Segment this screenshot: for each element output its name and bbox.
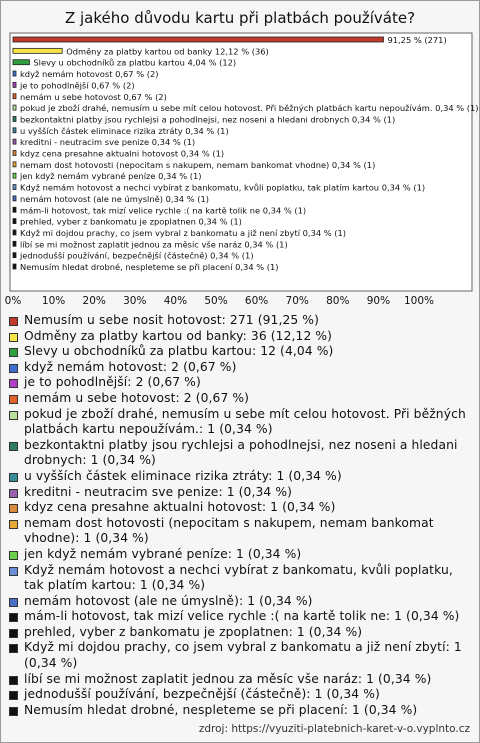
bar-label: Když nemám hotovost a nechci vybírat z bankomatu, kvůli poplatku, tak platím kartou 0,34 % (1) — [20, 182, 426, 193]
legend-item — [8, 500, 472, 516]
legend-swatch — [9, 317, 18, 326]
legend-label: Nemusím u sebe nosit hotovost: 271 (91,25 %) — [24, 313, 319, 327]
legend-label: Slevy u obchodníků za platbu kartou: 12 (4,04 %) — [24, 344, 334, 359]
legend-swatch — [9, 395, 18, 404]
bar-label: líbí se mi možnost zaplatit jednou za měsíc vše naráz 0,34 % (1) — [20, 239, 288, 250]
bar-label: jednodušší používání, bezpečnější (částečně) 0,34 % (1) — [20, 250, 254, 261]
legend-swatch — [9, 504, 18, 513]
legend-item — [8, 703, 472, 719]
bar-label: u vyšších částek eliminace rizika ztráty 0,34 % (1) — [20, 125, 229, 136]
legend-item — [8, 563, 472, 594]
bar-label: jen když nemám vybrané peníze 0,34 % (1) — [20, 171, 202, 182]
legend-item — [8, 407, 472, 438]
legend-item — [8, 438, 472, 469]
bar-label: nemam dost hotovosti (nepocitam s nakupem, nemam bankomat vhodne) 0,34 % (1) — [20, 159, 376, 170]
legend-item — [8, 609, 472, 625]
bar-label: mám-li hotovost, tak mizí velice rychle :( na kartě tolik ne 0,34 % (1) — [20, 205, 307, 216]
bar-label: nemám u sebe hotovost 0,67 % (2) — [20, 91, 167, 102]
bar — [13, 253, 16, 258]
bar-label: nemám hotovost (ale ne úmyslně) 0,34 % (1) — [20, 193, 209, 204]
bar — [13, 185, 16, 190]
bar — [13, 139, 16, 144]
bar — [13, 71, 16, 76]
legend-label: Odměny za platby kartou od banky: 36 (12,12 %) — [24, 328, 333, 343]
bar — [13, 207, 16, 212]
bar — [13, 173, 16, 178]
bar — [13, 94, 16, 99]
legend-item — [8, 687, 472, 703]
legend-label: kdyz cena presahne aktualni hotovost: 1 (0,34 %) — [24, 500, 336, 515]
legend-item — [8, 375, 472, 391]
legend-swatch — [9, 473, 18, 482]
legend-swatch — [9, 691, 18, 700]
bar-label: 91,25 % (271) — [387, 35, 447, 45]
legend-label: kreditni - neutracim sve penize: 1 (0,34 %) — [24, 484, 293, 499]
legend-label: Když mi dojdou prachy, co jsem vybral z bankomatu a již není zbytí: 1 (0,34 %) — [24, 640, 462, 671]
legend-label: bezkontaktni platby jsou rychlejsi a pohodlnejsi, nez noseni a hledani drobnych: 1 (0,34 %) — [24, 437, 458, 468]
legend-item — [8, 625, 472, 641]
legend-swatch — [9, 567, 18, 576]
bar — [13, 116, 16, 121]
x-tick-label: 20% — [82, 295, 106, 307]
legend-swatch — [9, 364, 18, 373]
x-tick-label: 100% — [403, 295, 435, 307]
legend-swatch — [9, 411, 18, 420]
x-tick-label: 50% — [204, 295, 228, 307]
legend-item — [8, 547, 472, 563]
legend-label: u vyšších částek eliminace rizika ztráty: 1 (0,34 %) — [24, 468, 342, 483]
bar — [13, 219, 16, 224]
bar — [13, 48, 62, 53]
legend-item — [8, 469, 472, 485]
bar — [13, 162, 16, 167]
legend-swatch — [9, 598, 18, 607]
legend-item — [8, 485, 472, 501]
chart-legend — [8, 313, 472, 718]
legend-label: prehled, vyber z bankomatu je zpoplatnen: 1 (0,34 %) — [24, 624, 363, 639]
bar-label: Slevy u obchodníků za platbu kartou 4,04 % (12) — [33, 57, 237, 68]
legend-label: je to pohodlnější: 2 (0,67 %) — [24, 375, 201, 390]
bar — [13, 128, 16, 133]
source-link[interactable]: zdroj: https://vyuziti-platebnich-karet-v-o.vyplnto.cz — [198, 723, 470, 735]
bar-label: Odměny za platby kartou od banky 12,12 % (36) — [66, 46, 269, 57]
bar — [13, 37, 383, 42]
legend-item — [8, 344, 472, 360]
legend-swatch — [9, 442, 18, 451]
legend-label: pokud je zboží drahé, nemusím u sebe mít celou hotovost. Při běžných platbách kartu nepoužívám.: 1 (0,34 %) — [24, 406, 466, 437]
bar-label: kreditni - neutracim sve penize 0,34 % (1) — [20, 137, 196, 148]
legend-swatch — [9, 520, 18, 529]
legend-label: Nemusím hledat drobné, nespleteme se při placení: 1 (0,34 %) — [24, 702, 418, 717]
legend-label: jen když nemám vybrané peníze: 1 (0,34 %) — [24, 546, 302, 561]
legend-item — [8, 329, 472, 345]
legend-label: Když nemám hotovost a nechci vybírat z bankomatu, kvůli poplatku, tak platím kartou: 1 (0,34 %) — [24, 562, 453, 593]
legend-item — [8, 594, 472, 610]
legend-label: mám-li hotovost, tak mizí velice rychle :( na kartě tolik ne: 1 (0,34 %) — [24, 609, 460, 624]
bar-label: pokud je zboží drahé, nemusím u sebe mít celou hotovost. Při běžných platbách kartu nepoužívám. 0,34 % (1) — [20, 103, 479, 114]
legend-swatch — [9, 489, 18, 498]
x-tick-label: 70% — [285, 295, 309, 307]
bar-label: Nemusím hledat drobné, nespleteme se při placení 0,34 % (1) — [20, 262, 279, 272]
legend-swatch — [9, 644, 18, 653]
legend-label: když nemám hotovost: 2 (0,67 %) — [24, 359, 237, 374]
legend-label: jednodušší používání, bezpečnější (částečně): 1 (0,34 %) — [24, 687, 380, 702]
x-tick-label: 60% — [244, 295, 269, 307]
bar — [13, 60, 29, 65]
legend-item — [8, 313, 472, 329]
x-tick-label: 90% — [366, 295, 391, 307]
bar-chart — [0, 0, 480, 312]
legend-swatch — [9, 613, 18, 622]
legend-item — [8, 391, 472, 407]
bar-label: když nemám hotovost 0,67 % (2) — [20, 69, 159, 80]
legend-label: líbí se mi možnost zaplatit jednou za měsíc vše naráz: 1 (0,34 %) — [24, 671, 432, 686]
chart-title: Z jakého důvodu kartu při platbách používáte? — [64, 9, 416, 27]
legend-swatch — [9, 676, 18, 685]
bar-label: prehled, vyber z bankomatu je zpoplatnen 0,34 % (1) — [20, 216, 242, 227]
bar — [13, 241, 16, 246]
legend-item — [8, 640, 472, 671]
legend-item — [8, 360, 472, 376]
x-tick-label: 80% — [326, 295, 350, 307]
legend-swatch — [9, 379, 18, 388]
x-tick-label: 30% — [123, 295, 147, 307]
legend-swatch — [9, 348, 18, 357]
bar — [13, 105, 16, 110]
x-tick-label: 10% — [41, 295, 66, 307]
bar-label: je to pohodlnější 0,67 % (2) — [20, 80, 135, 91]
bar — [13, 196, 16, 201]
bar — [13, 82, 16, 87]
legend-swatch — [9, 551, 18, 560]
bar-label: Když mi dojdou prachy, co jsem vybral z bankomatu a již není zbytí 0,34 % (1) — [20, 227, 347, 238]
bar-label: bezkontaktni platby jsou rychlejsi a pohodlnejsi, nez noseni a hledani drobnych 0,34 % (1) — [20, 114, 396, 125]
legend-item — [8, 516, 472, 547]
legend-swatch — [9, 707, 18, 716]
x-tick-label: 0% — [4, 295, 22, 307]
legend-label: nemam dost hotovosti (nepocitam s nakupem, nemam bankomat vhodne): 1 (0,34 %) — [24, 515, 434, 546]
legend-label: nemám u sebe hotovost: 2 (0,67 %) — [24, 390, 250, 405]
bar-label: kdyz cena presahne aktualni hotovost 0,34 % (1) — [20, 148, 225, 159]
bar — [13, 264, 16, 269]
legend-label: nemám hotovost (ale ne úmyslně): 1 (0,34 %) — [24, 593, 313, 608]
bar — [13, 230, 16, 235]
x-tick-label: 40% — [163, 295, 188, 307]
legend-swatch — [9, 333, 18, 342]
bar — [13, 151, 16, 156]
legend-swatch — [9, 629, 18, 638]
legend-item — [8, 672, 472, 688]
